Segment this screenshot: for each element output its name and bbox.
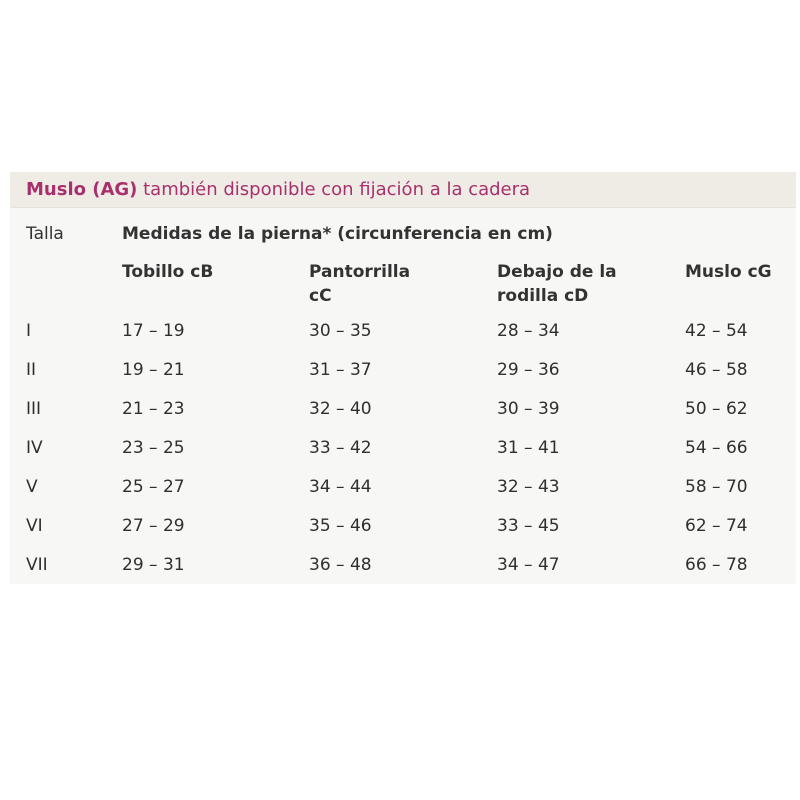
cell-pantorrilla: 36 – 48 (309, 555, 372, 575)
cell-talla: V (26, 477, 38, 497)
title-note: también disponible con fijación a la cadera (137, 179, 531, 200)
cell-debajo: 29 – 36 (497, 360, 560, 380)
column-tobillo: Tobillo cB (122, 262, 214, 282)
cell-talla: II (26, 360, 37, 380)
header-talla: Talla (26, 224, 64, 244)
cell-pantorrilla: 33 – 42 (309, 438, 372, 458)
chart-title (26, 179, 530, 201)
cell-tobillo: 17 – 19 (122, 321, 185, 341)
cell-debajo: 34 – 47 (497, 555, 560, 575)
cell-talla: IV (26, 438, 43, 458)
cell-muslo: 54 – 66 (685, 438, 748, 458)
cell-debajo: 30 – 39 (497, 399, 560, 419)
column-debajo-line1: Debajo de la (497, 262, 617, 282)
cell-talla: III (26, 399, 42, 419)
cell-debajo: 33 – 45 (497, 516, 560, 536)
cell-talla: VI (26, 516, 43, 536)
cell-muslo: 42 – 54 (685, 321, 748, 341)
cell-pantorrilla: 34 – 44 (309, 477, 372, 497)
column-muslo: Muslo cG (685, 262, 772, 282)
cell-muslo: 50 – 62 (685, 399, 748, 419)
cell-pantorrilla: 31 – 37 (309, 360, 372, 380)
cell-muslo: 66 – 78 (685, 555, 748, 575)
cell-debajo: 31 – 41 (497, 438, 560, 458)
cell-tobillo: 25 – 27 (122, 477, 185, 497)
column-debajo-line2: rodilla cD (497, 286, 589, 306)
cell-tobillo: 19 – 21 (122, 360, 185, 380)
cell-pantorrilla: 30 – 35 (309, 321, 372, 341)
cell-debajo: 32 – 43 (497, 477, 560, 497)
cell-pantorrilla: 32 – 40 (309, 399, 372, 419)
column-pantorrilla-line1: Pantorrilla (309, 262, 411, 282)
cell-tobillo: 21 – 23 (122, 399, 185, 419)
cell-muslo: 62 – 74 (685, 516, 748, 536)
cell-talla: VII (26, 555, 48, 575)
cell-muslo: 46 – 58 (685, 360, 748, 380)
cell-tobillo: 29 – 31 (122, 555, 185, 575)
title-product: Muslo (AG) (26, 179, 138, 200)
cell-pantorrilla: 35 – 46 (309, 516, 372, 536)
cell-talla: I (26, 321, 32, 341)
cell-tobillo: 27 – 29 (122, 516, 185, 536)
header-medidas: Medidas de la pierna* (circunferencia en cm) (122, 224, 553, 244)
cell-muslo: 58 – 70 (685, 477, 748, 497)
cell-debajo: 28 – 34 (497, 321, 560, 341)
cell-tobillo: 23 – 25 (122, 438, 185, 458)
column-pantorrilla-line2: cC (309, 286, 332, 306)
